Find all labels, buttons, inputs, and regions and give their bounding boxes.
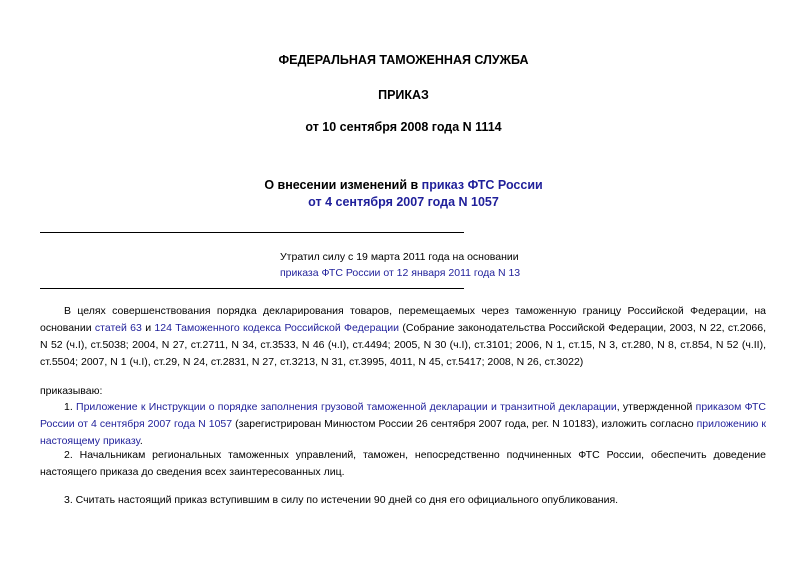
order-title	[0, 177, 807, 211]
order-date-number: от 10 сентября 2008 года N 1114	[305, 120, 502, 134]
item-1-link-appendix[interactable]: Приложение к Инструкции о порядке заполнения грузовой таможенной декларации и транзитной декларации	[76, 401, 617, 413]
item-1-text-2: (зарегистрирован Минюстом России 26 сентября 2007 года, рег. N 10183), изложить согласно	[232, 418, 697, 430]
item-3: 3. Считать настоящий приказ вступившим в силу по истечении 90 дней со дня его официального опубликования.	[64, 494, 619, 506]
title-prefix: О внесении изменений в	[264, 178, 422, 192]
title-link-date[interactable]: от 4 сентября 2007 года N 1057	[308, 195, 499, 209]
item-1	[40, 399, 766, 450]
order-word: приказываю:	[40, 385, 103, 397]
agency-name: ФЕДЕРАЛЬНАЯ ТАМОЖЕННАЯ СЛУЖБА	[278, 53, 529, 67]
status-note: Утратил силу с 19 марта 2011 года на основании	[280, 251, 519, 263]
preamble-paragraph	[40, 303, 766, 371]
preamble-text-3: (Собрание законодательства Российской Федерации, 2003, N 22, ст.2066, N 52 (ч.I), ст.5038; 2004, N 27, ст.2711, N 34, ст.3533, N 46 (ч.I), ст.4494; 2005, N 30 (ч.I), ст.3101; 2006, N 1, ст.15, N 3, ст.280, N 8, ст.854, N 52 (ч.II), ст.5504; 2007, N 1 (ч.I), ст.29, N 24, ст.2831, N 27, ст.3213, N 31, ст.3995, 4011, N 45, ст.5417; 2008, N 26, ст.3022)	[40, 322, 767, 368]
status-link[interactable]: приказа ФТС России от 12 января 2011 года N 13	[280, 267, 521, 279]
divider-top	[40, 232, 464, 233]
item-1-text-1: , утвержденной	[616, 401, 696, 413]
item-1-link-attachment[interactable]: приложению к настоящему приказу	[40, 418, 766, 447]
divider-bottom	[40, 288, 464, 289]
preamble-text-2: и	[141, 322, 155, 334]
item-1-link-order[interactable]: приказом ФТС России от 4 сентября 2007 года N 1057	[40, 401, 766, 430]
preamble-text-1: В целях совершенствования порядка декларирования товаров, перемещаемых через таможенную границу Российской Федерации, на основании	[40, 305, 766, 334]
item-2: 2. Начальникам региональных таможенных управлений, таможен, непосредственно подчиненных ФТС России, обеспечить доведение настоящего приказа до сведения всех заинтересованных лиц.	[40, 449, 766, 478]
title-link-order[interactable]: приказ ФТС России	[421, 178, 543, 192]
document-type: ПРИКАЗ	[378, 88, 429, 102]
preamble-link-customs-code[interactable]: 124 Таможенного кодекса Российской Федерации	[154, 322, 400, 334]
preamble-link-art63[interactable]: статей 63	[94, 322, 142, 334]
item-1-number: 1.	[64, 401, 77, 413]
item-1-text-3: .	[139, 435, 143, 447]
